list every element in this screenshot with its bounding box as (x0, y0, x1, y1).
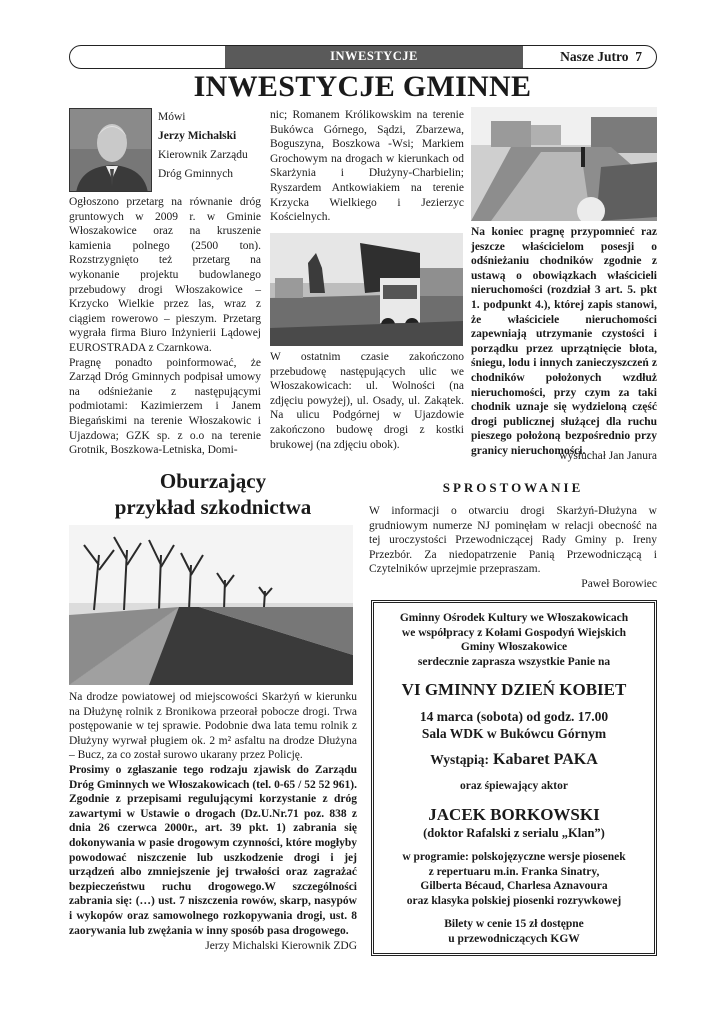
section-label: INWESTYCJE (225, 46, 523, 68)
correction-signature: Paweł Borowiec (581, 578, 657, 590)
invite-and-singer: oraz śpiewający aktor (460, 780, 568, 792)
invite-performers (382, 751, 646, 769)
invite-venue: Sala WDK w Bukówcu Górnym (421, 726, 607, 741)
column-1 (69, 195, 261, 458)
tender-paragraph: Ogłoszono przetarg na równanie dróg gruntowych w 2009 r. w Gminie Włoszakowice oraz na kruszenie kamienia polnego (2500 ton). Rozstrzygnięto też przetarg na wykonanie projektu budowlanego przebudowy drogi Włoszakowice – Krzycko Wielkie przez las, wraz z ciągiem rowerowo – pieszym. Przetarg wygrała firma Biuro Inżynierii Lądowej EUROSTRADA z Czarnkowa. (69, 196, 261, 354)
invite-program-4: oraz klasyka polskiej piosenki rozrywkowej (406, 894, 622, 907)
article-signature: Jerzy Michalski Kierownik ZDG (205, 940, 357, 952)
author-role-1: Kierownik Zarządu (158, 149, 248, 161)
author-intro: Mówi (158, 111, 186, 123)
street-construction-photo (270, 233, 463, 346)
invite-performer: Kabaret PAKA (493, 751, 598, 768)
magazine-title: Nasze Jutro (560, 49, 629, 64)
correction-body (369, 504, 657, 577)
invite-perform-label: Wystąpią: (430, 752, 490, 767)
invite-program-2: z repertuaru m.in. Franka Sinatry, (428, 865, 600, 878)
invite-organizer: Gminny Ośrodek Kultury we Włoszakowicach (399, 612, 629, 624)
sidewalk-reminder-paragraph: Na koniec pragnę przypomnieć raz jeszcze właścicielom posesji o odśnieżaniu chodników zgodnie z ustawą o obowiązkach właścicieli nieruchomości (rozdział 3 art. 5. pkt 1. podpunkt 4.), której zapis stanowi, że właściciele nieruchomości zapewniają utrzymanie czystości i porządku przez uprzątnięcie błota, śniegu, lodu i innych zanieczyszczeń z chodników położonych wzdłuż nieruchomości, przy czym za taki chodnik uznaje się wydzieloną część drogi publicznej służącej dla ruchu pieszego położoną bezpośrednio przy granicy nieruchomości. (471, 226, 657, 457)
article-legal-paragraph: Prosimy o zgłaszanie tego rodzaju zjawisk do Zarządu Dróg Gminnych we Włoszakowicach (tel. 0-65 / 52 52 961). Zgodnie z przepisami regulującymi korzystanie z dróg zawartymi w Ustawie o drogach (Dz.U.Nr.71 poz. 838 z dnia 26 czerwca 2000r., art. 39 pkt. 1) zabrania się dokonywania w pasie drogowym czynności, które mogłyby powodować niszczenie lub uszkodzenie drogi i jej urządzeń albo zmniejszenie jej trwałości oraz zagrażać bezpieczeństwu ruchu drogowego.W szczególności zabrania się: (…) ust. 7 niszczenia rowów, skarp, nasypów i wykopów oraz samowolnego rozkopywania drogi, ust. 8 zaorywania lub zwężania w inny sposób pasa drogowego. (69, 763, 357, 937)
streets-paragraph: W ostatnim czasie zakończono przebudowę następujących ulic we Włoszakowicach: ul. Wolności (na zdjęciu powyżej), ul. Osady, ul. Zakątek. Na ulicu Podgórnej w Ujazdowie zakończono budowę drogi z kostki brukowej (na zdjęciu obok). (270, 351, 464, 451)
column-2-bottom (270, 350, 464, 452)
article-title-line-2: przykład szkodnictwa (114, 495, 312, 519)
author-name: Jerzy Michalski (158, 130, 237, 142)
article-body (69, 690, 357, 938)
invite-tickets-2: u przewodniczących KGW (448, 932, 580, 945)
column-3 (471, 225, 657, 459)
magazine-name (560, 46, 642, 67)
invitation-box (371, 600, 657, 956)
snow-contract-continued: nic; Romanem Królikowskim na terenie Bukówca Górnego, Sądzi, Zbarzewa, Boguszyna, Boszkowa -Wsi; Markiem Grochowym na drogach w kierunkach od Skarżynia i Dłużyny-Charbielin; Ryszardem Antkowiakiem na terenie Krzycka Wielkiego i Jezierzyc Kościelnych. (270, 109, 464, 224)
sidewalk-construction-photo (471, 107, 657, 221)
page-title: INWESTYCJE GMINNE (193, 70, 532, 103)
invite-singer: JACEK BORKOWSKI (428, 804, 600, 824)
invite-date: 14 marca (sobota) od godz. 17.00 (419, 709, 609, 724)
invite-program-3: Gilberta Bécaud, Charlesa Aznavoura (420, 880, 608, 892)
snow-contract-paragraph: Pragnę ponadto poinformować, że Zarząd Dróg Gminnych podpisał umowy na odśnieżanie z następującymi podmiotami: Kazimierzem i Janem Biegańskimi na terenie Włoszakowic i Ujazdowa; GZK sp. z o.o na terenie Grotnik, Boszkowa-Letniska, Domi- (69, 356, 261, 457)
invite-tickets-1: Bilety w cenie 15 zł dostępne (444, 918, 584, 930)
article-paragraph: Na drodze powiatowej od miejscowości Skarżyń w kierunku na Dłużynę rolnik z Bronikowa przeorał pobocze drogi. Trwa postępowanie w tej sprawie. Podobnie dwa lata temu rolnik z Dłużyny wyrwał pługiem ok. 2 m² asfaltu na drodze Dłużyna – Bucz, za co został surowo ukarany przez Policję. (69, 691, 357, 762)
column-2-top (270, 108, 464, 225)
invite-cooperation: we współpracy z Kołami Gospodyń Wiejskich (401, 626, 627, 639)
invite-singer-note: (doktor Rafalski z serialu „Klan”) (423, 825, 605, 840)
invite-invitation: serdecznie zaprasza wszystkie Panie na (417, 655, 611, 668)
article-title (69, 468, 357, 520)
invite-program-1: w programie: polskojęzyczne wersje piosenek (402, 851, 626, 863)
author-photo (69, 108, 152, 192)
correction-paragraph: W informacji o otwarciu drogi Skarżyń-Dłużyna w grudniowym numerze NJ pominęłam w relacji obecność na tej uroczystości Przewodniczącej Rady Gminy p. Ireny Przezbór. Za niedopatrzenie Panią Przewodniczącą i Czytelników uprzejmie przepraszam. (369, 505, 657, 576)
correction-title: SPROSTOWANIE (442, 480, 584, 495)
author-role-2: Dróg Gminnych (158, 168, 234, 180)
page-header (69, 45, 657, 69)
author-info (158, 108, 268, 184)
page-number: 7 (635, 49, 642, 64)
invite-municipality: Gminy Włoszakowice (460, 641, 568, 653)
ploughed-roadside-photo (69, 525, 353, 685)
article-title-line-1: Oburzający (159, 469, 267, 493)
invite-event-title: VI GMINNY DZIEŃ KOBIET (401, 680, 627, 699)
interviewer-signature: wysłuchał Jan Janura (559, 450, 657, 462)
